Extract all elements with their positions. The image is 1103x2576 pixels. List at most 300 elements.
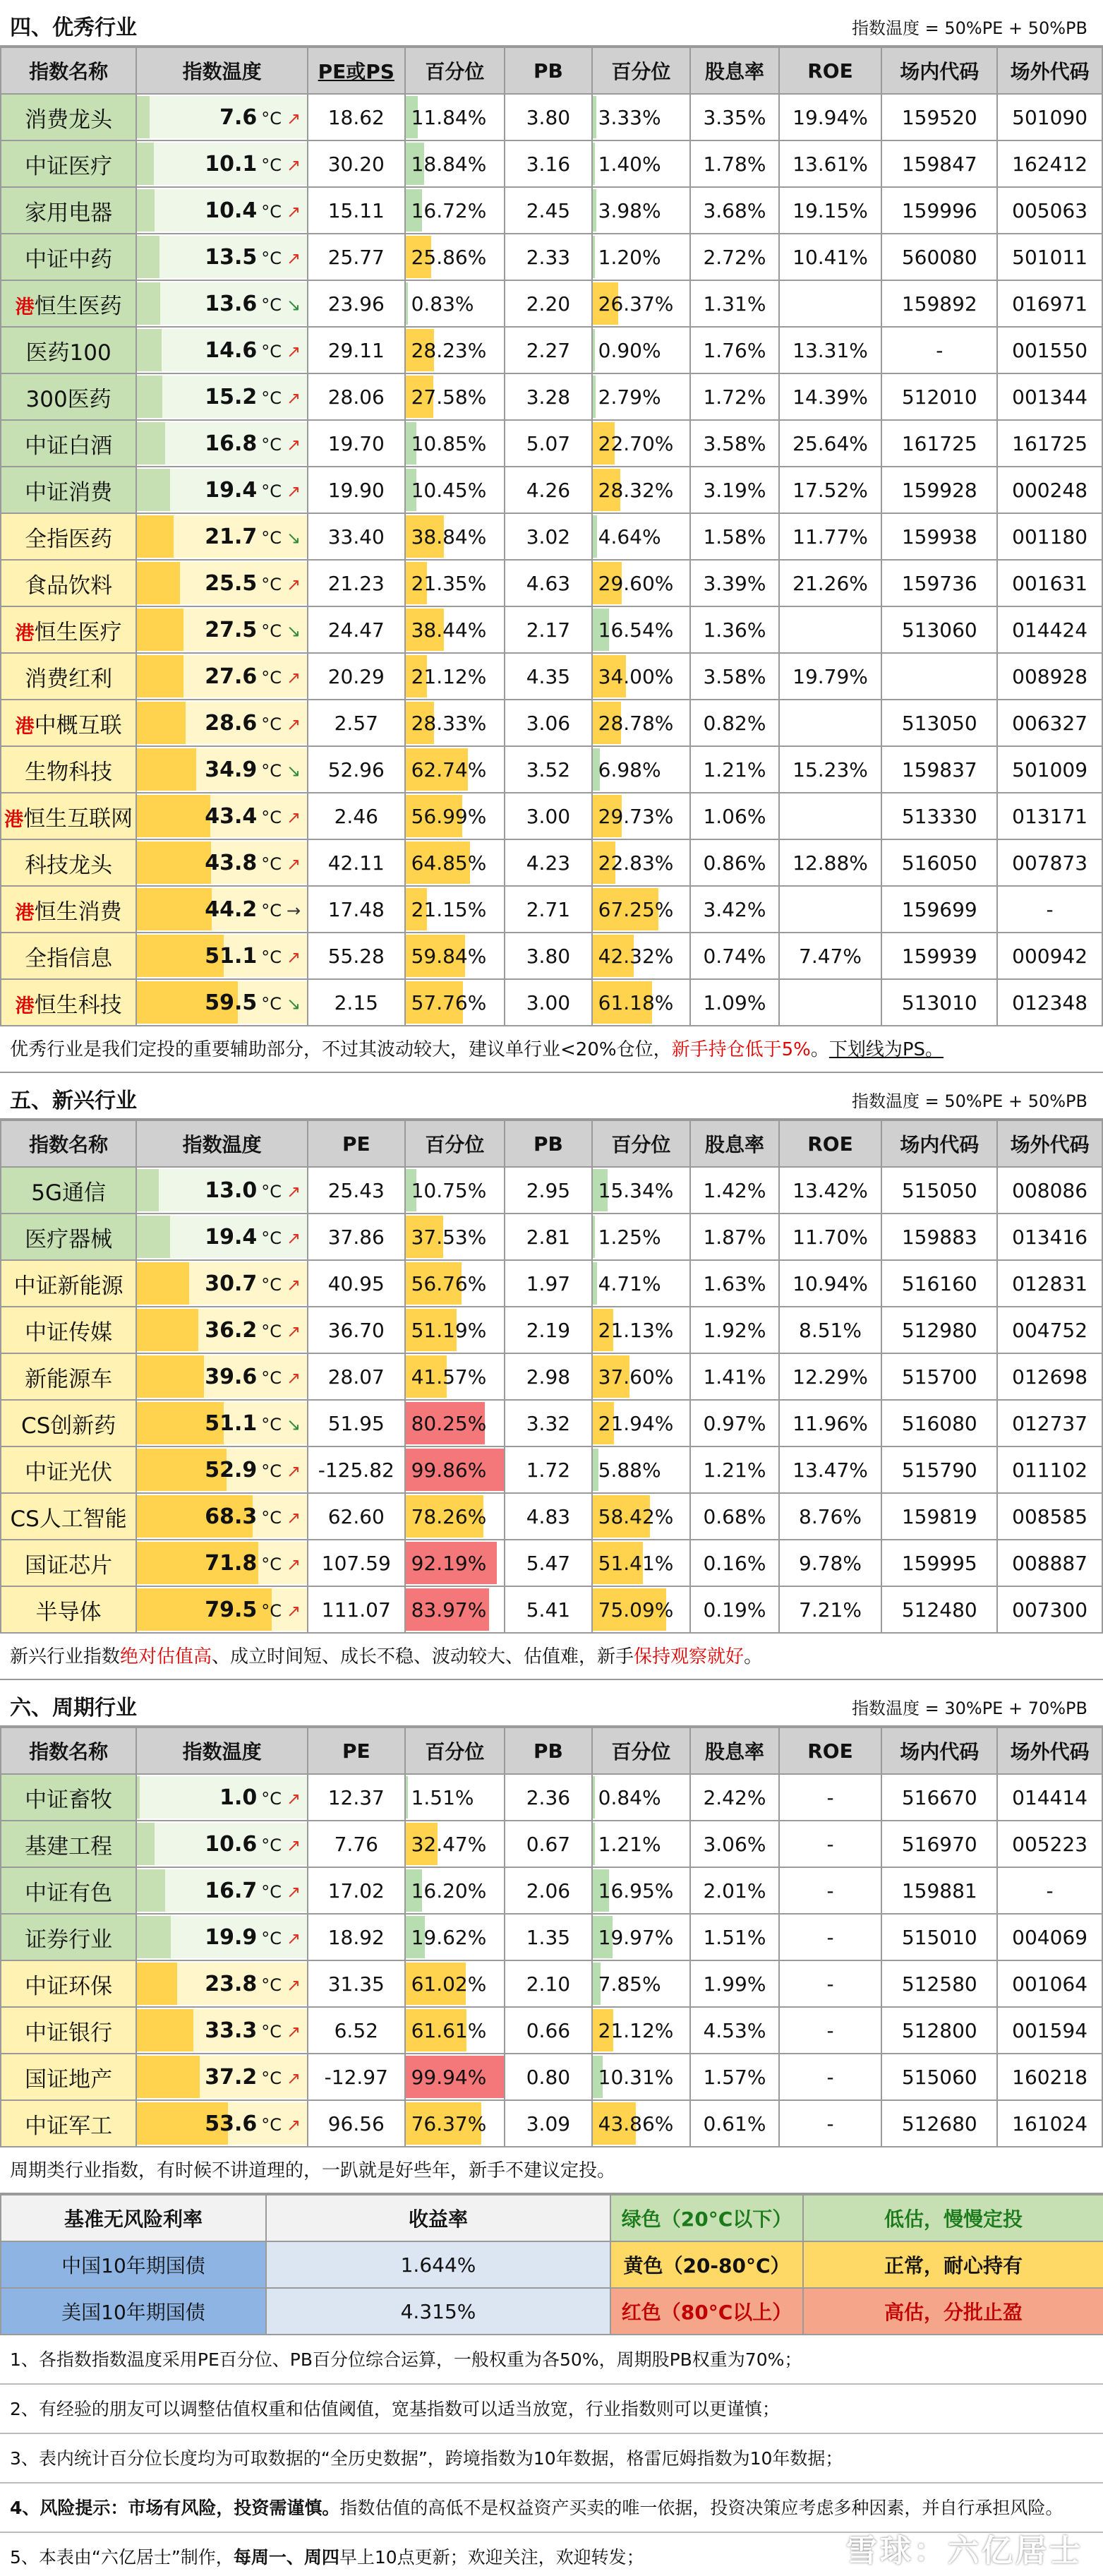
pb-value: 4.23 — [505, 839, 591, 886]
trend-up-icon: ↗ — [286, 388, 301, 408]
pb-value: 4.83 — [505, 1493, 591, 1540]
exchange-code: 516160 — [881, 1260, 997, 1307]
index-name-label: 医药100 — [25, 340, 111, 366]
otc-code: 007300 — [997, 1586, 1102, 1633]
temperature-bar — [137, 1262, 189, 1305]
dividend-yield: 1.51% — [690, 1914, 778, 1960]
trend-up-icon: ↗ — [286, 201, 301, 222]
dividend-yield: 1.72% — [690, 373, 778, 420]
temperature-value: 30.7 — [205, 1271, 258, 1296]
hk-tag: 港 — [15, 715, 35, 738]
percentile-bar — [593, 329, 595, 371]
percentile-value: 21.35% — [411, 571, 487, 595]
temperature-bar — [137, 562, 180, 604]
otc-code: 161024 — [997, 2100, 1102, 2147]
temperature-bar — [137, 841, 211, 884]
percentile-value: 2.79% — [598, 385, 661, 409]
index-name — [1, 140, 136, 187]
unit-label: °C — [261, 2021, 282, 2042]
percentile-bar — [593, 1262, 597, 1305]
legend-table — [0, 2194, 1103, 2335]
pe-percentile — [405, 140, 505, 187]
column-header: 股息率 — [690, 1727, 778, 1774]
table-row — [1, 2007, 1102, 2054]
percentile-bar — [593, 515, 597, 558]
exchange-code — [881, 653, 997, 700]
trend-up-icon: ↗ — [286, 1881, 301, 1902]
column-header: ROE — [779, 1727, 882, 1774]
pe-value: 31.35 — [308, 1960, 405, 2007]
temperature-value: 44.2 — [205, 897, 258, 922]
percentile-value: 10.75% — [411, 1178, 487, 1202]
dividend-yield: 3.35% — [690, 94, 778, 140]
index-name-label: 恒生医药 — [34, 293, 122, 319]
otc-code: 008928 — [997, 653, 1102, 700]
hk-tag: 港 — [15, 995, 35, 1017]
pb-value: 3.32 — [505, 1400, 591, 1446]
dividend-yield: 0.16% — [690, 1540, 778, 1586]
roe-value: 8.76% — [779, 1493, 882, 1540]
pe-percentile — [405, 793, 505, 839]
pb-percentile — [592, 1821, 691, 1867]
table-row — [1, 1586, 1102, 1633]
pe-value: -12.97 — [308, 2054, 405, 2100]
trend-up-icon: ↗ — [286, 108, 301, 128]
temperature-value: 21.7 — [205, 524, 258, 549]
unit-label: °C — [261, 574, 282, 594]
pb-percentile — [592, 700, 691, 746]
roe-value: 7.47% — [779, 933, 882, 979]
index-name — [1, 513, 136, 560]
pb-value: 2.19 — [505, 1307, 591, 1353]
index-name — [1, 1307, 136, 1353]
pb-value: 5.47 — [505, 1540, 591, 1586]
pb-value: 2.95 — [505, 1167, 591, 1214]
roe-value: 21.26% — [779, 560, 882, 606]
pe-value: 51.95 — [308, 1400, 405, 1446]
temperature-bar — [137, 376, 162, 418]
pb-value: 3.00 — [505, 979, 591, 1026]
trend-up-icon: ↗ — [286, 434, 301, 455]
trend-down-icon: ↘ — [286, 294, 301, 315]
temperature-bar — [137, 1869, 165, 1912]
section6-formula: 指数温度 = 30%PE + 70%PB — [852, 1699, 1087, 1718]
otc-code: 008086 — [997, 1167, 1102, 1214]
trend-up-icon: ↗ — [286, 1835, 301, 1855]
otc-code: 007873 — [997, 839, 1102, 886]
pe-percentile — [405, 1446, 505, 1493]
column-header: 百分位 — [592, 1120, 691, 1167]
index-name — [1, 1914, 136, 1960]
percentile-value: 22.83% — [598, 851, 674, 875]
dividend-yield: 1.99% — [690, 1960, 778, 2007]
unit-label: °C — [261, 1228, 282, 1248]
pe-value: 25.43 — [308, 1167, 405, 1214]
table-row — [1, 140, 1102, 187]
percentile-value: 58.42% — [598, 1504, 674, 1528]
trend-down-icon: ↘ — [286, 527, 301, 548]
percentile-value: 83.97% — [411, 1598, 487, 1622]
percentile-value: 51.19% — [411, 1318, 487, 1342]
pb-value: 2.20 — [505, 280, 591, 327]
trend-up-icon: ↗ — [286, 574, 301, 594]
pe-value: 28.07 — [308, 1353, 405, 1400]
column-header: ROE — [779, 47, 882, 94]
unit-label: °C — [261, 853, 282, 874]
temperature-bar — [137, 143, 154, 185]
temperature-value: 27.6 — [205, 664, 258, 689]
otc-code: 501011 — [997, 234, 1102, 280]
index-name-label: 300医药 — [25, 386, 111, 412]
unit-label: °C — [261, 434, 282, 455]
pe-value: 111.07 — [308, 1586, 405, 1633]
pe-value: 25.77 — [308, 234, 405, 280]
pe-percentile — [405, 280, 505, 327]
exchange-code: 159996 — [881, 187, 997, 234]
dividend-yield: 1.76% — [690, 327, 778, 373]
dividend-yield: 0.86% — [690, 839, 778, 886]
yellow-legend: 黄色（20-80°C） — [610, 2241, 803, 2288]
pe-percentile — [405, 1960, 505, 2007]
footer-line-2: 2、有经验的朋友可以调整估值权重和估值阈值，宽基指数可以适当放宽，行业指数则可以更谨慎； — [0, 2385, 1103, 2434]
unit-label: °C — [261, 248, 282, 268]
pb-value: 0.67 — [505, 1821, 591, 1867]
pe-value: 42.11 — [308, 839, 405, 886]
otc-code: 008585 — [997, 1493, 1102, 1540]
temperature-value: 14.6 — [205, 337, 258, 363]
exchange-code: 159837 — [881, 746, 997, 793]
unit-label: °C — [261, 807, 282, 827]
pe-value: 7.76 — [308, 1821, 405, 1867]
temperature-cell — [136, 373, 308, 420]
temperature-value: 23.8 — [205, 1971, 258, 1996]
exchange-code: 512680 — [881, 2100, 997, 2147]
index-name-label: 生物科技 — [25, 759, 113, 785]
table-row — [1, 234, 1102, 280]
temperature-bar — [137, 795, 210, 837]
temperature-value: 13.5 — [205, 244, 258, 270]
percentile-value: 61.18% — [598, 990, 674, 1014]
index-name — [1, 280, 136, 327]
pe-percentile — [405, 234, 505, 280]
pe-value: 19.70 — [308, 420, 405, 467]
index-name-label: 中概互联 — [34, 712, 122, 738]
unit-label: °C — [261, 341, 282, 361]
index-name — [1, 1540, 136, 1586]
percentile-value: 99.86% — [411, 1458, 487, 1482]
unit-label: °C — [261, 1274, 282, 1295]
note-text: 。 — [810, 1039, 829, 1060]
index-name-label: 医疗器械 — [25, 1226, 113, 1252]
percentile-value: 16.95% — [598, 1879, 674, 1903]
exchange-code: 161725 — [881, 420, 997, 467]
index-name-label: 中证新能源 — [13, 1273, 123, 1299]
index-name — [1, 234, 136, 280]
pb-value: 4.35 — [505, 653, 591, 700]
percentile-value: 75.09% — [598, 1598, 674, 1622]
pe-percentile — [405, 2007, 505, 2054]
pe-percentile — [405, 886, 505, 933]
index-name — [1, 653, 136, 700]
column-header: 百分位 — [405, 1120, 505, 1167]
roe-value: 11.70% — [779, 1214, 882, 1260]
temperature-cell — [136, 1821, 308, 1867]
percentile-value: 1.21% — [598, 1832, 661, 1856]
temperature-value: 43.4 — [205, 803, 258, 829]
otc-code: 013416 — [997, 1214, 1102, 1260]
table-row — [1, 280, 1102, 327]
pe-value: 37.86 — [308, 1214, 405, 1260]
pe-value: 17.48 — [308, 886, 405, 933]
pe-percentile — [405, 1867, 505, 1914]
pe-percentile — [405, 373, 505, 420]
temperature-cell — [136, 467, 308, 513]
table-row — [1, 94, 1102, 140]
risk-title: 4、风险提示：市场有风险，投资需谨慎。 — [10, 2498, 340, 2518]
column-header: PE — [308, 1120, 405, 1167]
pe-value: 17.02 — [308, 1867, 405, 1914]
column-header: 场外代码 — [997, 47, 1102, 94]
temperature-value: 37.2 — [205, 2064, 258, 2090]
unit-label: °C — [261, 1181, 282, 1202]
percentile-bar — [593, 143, 595, 185]
pb-value: 3.09 — [505, 2100, 591, 2147]
otc-code: - — [997, 886, 1102, 933]
percentile-value: 21.13% — [598, 1318, 674, 1342]
note-text: 。 — [744, 1646, 763, 1667]
pe-percentile — [405, 1774, 505, 1821]
table-row — [1, 1400, 1102, 1446]
dividend-yield: 0.68% — [690, 1493, 778, 1540]
temperature-cell — [136, 886, 308, 933]
index-name-label: 新能源车 — [25, 1366, 113, 1392]
pb-value: 3.06 — [505, 700, 591, 746]
pb-percentile — [592, 1540, 691, 1586]
pb-value: 3.80 — [505, 933, 591, 979]
temperature-value: 51.1 — [205, 943, 258, 969]
unit-label: °C — [261, 1881, 282, 1902]
dividend-yield: 0.97% — [690, 1400, 778, 1446]
temperature-value: 71.8 — [205, 1550, 258, 1576]
temperature-cell — [136, 1540, 308, 1586]
index-name — [1, 2054, 136, 2100]
index-name-label: 国证芯片 — [25, 1552, 113, 1578]
pb-value: 1.35 — [505, 1914, 591, 1960]
dividend-yield: 1.57% — [690, 2054, 778, 2100]
section6-table — [0, 1727, 1103, 2147]
roe-value: 8.51% — [779, 1307, 882, 1353]
percentile-value: 15.34% — [598, 1178, 674, 1202]
pe-percentile — [405, 327, 505, 373]
temperature-cell — [136, 1493, 308, 1540]
temperature-value: 34.9 — [205, 757, 258, 782]
note-highlight: 保持观察就好 — [634, 1646, 745, 1667]
pe-value: 40.95 — [308, 1260, 405, 1307]
exchange-code: 516050 — [881, 839, 997, 886]
percentile-value: 57.76% — [411, 990, 487, 1014]
trend-up-icon: ↗ — [286, 1788, 301, 1809]
pb-percentile — [592, 234, 691, 280]
table-row — [1, 653, 1102, 700]
roe-value: 13.61% — [779, 140, 882, 187]
percentile-value: 3.33% — [598, 105, 661, 129]
index-name — [1, 839, 136, 886]
temperature-cell — [136, 700, 308, 746]
temperature-cell — [136, 2007, 308, 2054]
percentile-bar — [593, 1216, 595, 1258]
pb-value: 3.28 — [505, 373, 591, 420]
section5-header — [0, 1073, 1103, 1120]
pe-percentile — [405, 1914, 505, 1960]
pb-value: 2.33 — [505, 234, 591, 280]
temperature-value: 15.2 — [205, 384, 258, 409]
dividend-yield: 1.87% — [690, 1214, 778, 1260]
trend-up-icon: ↗ — [286, 2114, 301, 2135]
percentile-value: 64.85% — [411, 851, 487, 875]
temperature-value: 16.7 — [205, 1878, 258, 1903]
index-name-label: 中证银行 — [25, 2020, 113, 2046]
otc-code: 501009 — [997, 746, 1102, 793]
pe-value: 30.20 — [308, 140, 405, 187]
percentile-value: 59.84% — [411, 944, 487, 968]
temperature-cell — [136, 1586, 308, 1633]
dividend-yield: 4.53% — [690, 2007, 778, 2054]
pb-percentile — [592, 1914, 691, 1960]
index-name-label: 恒生医疗 — [34, 619, 122, 645]
table-row — [1, 467, 1102, 513]
pb-value: 2.27 — [505, 327, 591, 373]
index-name — [1, 327, 136, 373]
pe-value: 33.40 — [308, 513, 405, 560]
exchange-code: 513330 — [881, 793, 997, 839]
percentile-value: 21.94% — [598, 1411, 674, 1435]
pb-value: 3.00 — [505, 793, 591, 839]
percentile-value: 4.64% — [598, 525, 661, 549]
pb-value: 2.10 — [505, 1960, 591, 2007]
otc-code: 162412 — [997, 140, 1102, 187]
table-row — [1, 1493, 1102, 1540]
trend-down-icon: ↘ — [286, 760, 301, 781]
exchange-code: 159736 — [881, 560, 997, 606]
temperature-cell — [136, 746, 308, 793]
temperature-bar — [137, 1355, 204, 1398]
index-name — [1, 700, 136, 746]
unit-label: °C — [261, 760, 282, 781]
trend-up-icon: ↗ — [286, 1975, 301, 1995]
percentile-value: 21.12% — [598, 2018, 674, 2042]
pe-value: 28.06 — [308, 373, 405, 420]
otc-code: 001550 — [997, 327, 1102, 373]
index-name — [1, 1867, 136, 1914]
percentile-value: 78.26% — [411, 1504, 487, 1528]
percentile-value: 28.32% — [598, 478, 674, 502]
otc-code: 014414 — [997, 1774, 1102, 1821]
exchange-code: 513010 — [881, 979, 997, 1026]
percentile-value: 42.32% — [598, 944, 674, 968]
dividend-yield: 1.21% — [690, 1446, 778, 1493]
dividend-yield: 3.68% — [690, 187, 778, 234]
percentile-value: 26.37% — [598, 292, 674, 316]
percentile-value: 29.73% — [598, 804, 674, 828]
percentile-value: 41.57% — [411, 1365, 487, 1389]
pe-percentile — [405, 606, 505, 653]
column-header: 场内代码 — [881, 1120, 997, 1167]
percentile-value: 32.47% — [411, 1832, 487, 1856]
pe-percentile — [405, 653, 505, 700]
unit-label: °C — [261, 527, 282, 548]
pe-value: 52.96 — [308, 746, 405, 793]
table-row — [1, 560, 1102, 606]
red-desc: 高估，分批止盈 — [803, 2288, 1103, 2335]
column-header: 场外代码 — [997, 1727, 1102, 1774]
percentile-value: 21.12% — [411, 664, 487, 688]
pe-value: 96.56 — [308, 2100, 405, 2147]
exchange-code: 513050 — [881, 700, 997, 746]
percentile-value: 3.98% — [598, 198, 661, 222]
index-name — [1, 1214, 136, 1260]
temperature-bar — [137, 329, 162, 371]
exchange-code: 512980 — [881, 1307, 997, 1353]
temperature-value: 13.6 — [205, 291, 258, 316]
temperature-bar — [137, 702, 186, 744]
table-row — [1, 513, 1102, 560]
pb-percentile — [592, 2054, 691, 2100]
temperature-value: 10.1 — [205, 151, 258, 176]
dividend-yield: 1.58% — [690, 513, 778, 560]
exchange-code: 516670 — [881, 1774, 997, 1821]
exchange-code: 512800 — [881, 2007, 997, 2054]
otc-code: - — [997, 1867, 1102, 1914]
table-row — [1, 327, 1102, 373]
pb-percentile — [592, 1353, 691, 1400]
percentile-value: 28.33% — [411, 711, 487, 735]
temperature-cell — [136, 2054, 308, 2100]
temperature-cell — [136, 327, 308, 373]
dividend-yield: 3.39% — [690, 560, 778, 606]
pb-percentile — [592, 513, 691, 560]
note-text: 新兴行业指数 — [10, 1646, 121, 1667]
pb-value: 1.97 — [505, 1260, 591, 1307]
temperature-bar — [137, 96, 150, 138]
unit-label: °C — [261, 2068, 282, 2088]
temperature-cell — [136, 1774, 308, 1821]
otc-code: 014424 — [997, 606, 1102, 653]
dividend-yield: 2.72% — [690, 234, 778, 280]
temperature-value: 27.5 — [205, 617, 258, 642]
percentile-value: 10.31% — [598, 2065, 674, 2089]
trend-up-icon: ↗ — [286, 2068, 301, 2088]
pe-value: 55.28 — [308, 933, 405, 979]
column-header: 百分位 — [592, 1727, 691, 1774]
pb-percentile — [592, 746, 691, 793]
pb-percentile — [592, 1446, 691, 1493]
footer-line-1: 1、各指数指数温度采用PE百分位、PB百分位综合运算，一般权重为各50%，周期股PB权重为70%； — [0, 2335, 1103, 2385]
table-row — [1, 746, 1102, 793]
pb-percentile — [592, 560, 691, 606]
roe-value: 15.23% — [779, 746, 882, 793]
dividend-yield: 0.82% — [690, 700, 778, 746]
pb-percentile — [592, 1167, 691, 1214]
unit-label: °C — [261, 155, 282, 175]
roe-value: 13.31% — [779, 327, 882, 373]
index-name — [1, 979, 136, 1026]
exchange-code: 159892 — [881, 280, 997, 327]
unit-label: °C — [261, 1928, 282, 1948]
roe-value: - — [779, 1774, 882, 1821]
index-name — [1, 94, 136, 140]
dividend-yield: 1.41% — [690, 1353, 778, 1400]
roe-value: - — [779, 1821, 882, 1867]
